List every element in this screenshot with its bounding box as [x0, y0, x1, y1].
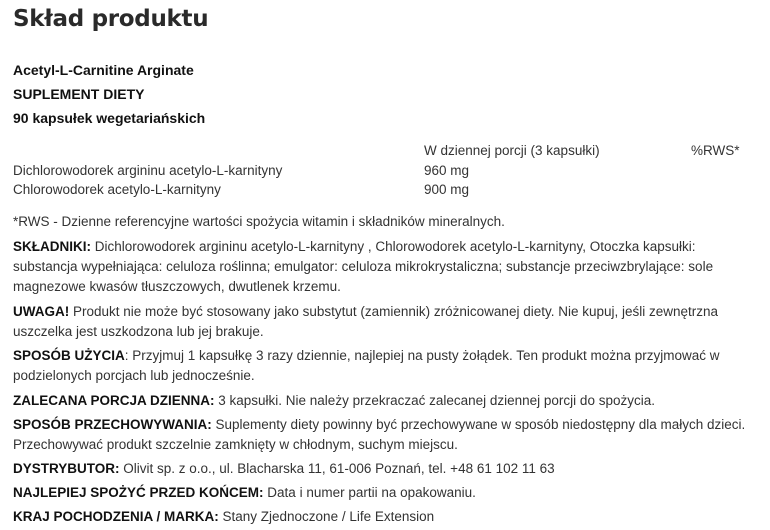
product-count: 90 kapsułek wegetariańskich: [13, 110, 206, 126]
ingredients-label: SKŁADNIKI:: [13, 239, 91, 254]
origin-label: KRAJ POCHODZENIA / MARKA:: [13, 509, 219, 524]
dose-text: 3 kapsułki. Nie należy przekraczać zalecanej dziennej porcji do spożycia.: [214, 393, 655, 408]
warning-label: UWAGA!: [13, 304, 70, 319]
page-title: Skład produktu: [13, 6, 209, 32]
dose-label: ZALECANA PORCJA DZIENNA:: [13, 393, 215, 408]
usage-text: : Przyjmuj 1 kapsułkę 3 razy dziennie, najlepiej na pusty żołądek. Ten produkt można przyjmować w podzielonych porcjach lub jednocześnie.: [13, 348, 720, 383]
best-before-section: [13, 483, 763, 503]
usage-label: SPOSÓB UŻYCIA: [13, 348, 125, 363]
distributor-text: Olivit sp. z o.o., ul. Blacharska 11, 61-006 Poznań, tel. +48 61 102 11 63: [119, 461, 555, 476]
warning-section: [13, 302, 763, 342]
best-before-label: NAJLEPIEJ SPOŻYĆ PRZED KOŃCEM:: [13, 485, 264, 500]
storage-section: [13, 415, 763, 455]
portion-header: W dziennej porcji (3 kapsułki): [424, 143, 600, 158]
ingredients-section: [13, 237, 763, 297]
product-type: SUPLEMENT DIETY: [13, 86, 145, 102]
nutrient-name-1: Dichlorowodorek argininu acetylo-L-karnityny: [13, 163, 283, 178]
best-before-text: Data i numer partii na opakowaniu.: [263, 485, 476, 500]
origin-section: [13, 507, 763, 527]
ingredients-text: Dichlorowodorek argininu acetylo-L-karnityny , Chlorowodorek acetylo-L-karnityny, Otoczka kapsułki: substancja wypełniająca: celuloza roślinna; emulgator: celuloza mikrokrystaliczna; substancje przeciwzbrylające: sole magnezowe kwasów tłuszczowych, dwutlenek krzemu.: [13, 239, 714, 294]
nutrient-name-2: Chlorowodorek acetylo-L-karnityny: [13, 182, 221, 197]
usage-section: [13, 346, 763, 386]
origin-text: Stany Zjednoczone / Life Extension: [218, 509, 435, 524]
rws-header: %RWS*: [691, 143, 740, 158]
nutrient-amount-2: 900 mg: [424, 182, 470, 197]
rws-footnote: *RWS - Dzienne referencyjne wartości spożycia witamin i składników mineralnych.: [13, 214, 505, 229]
storage-label: SPOSÓB PRZECHOWYWANIA:: [13, 417, 212, 432]
nutrient-amount-1: 960 mg: [424, 163, 470, 178]
product-name: Acetyl-L-Carnitine Arginate: [13, 62, 194, 78]
distributor-label: DYSTRYBUTOR:: [13, 461, 120, 476]
warning-text: Produkt nie może być stosowany jako substytut (zamiennik) zróżnicowanej diety. Nie kupuj, jeśli zewnętrzna uszczelka jest uszkodzona lub jej brakuje.: [13, 304, 719, 339]
storage-text: Suplementy diety powinny być przechowywane w sposób niedostępny dla małych dzieci. Przechowywać produkt szczelnie zamknięty w chłodnym, suchym miejscu.: [13, 417, 746, 452]
dose-section: [13, 391, 763, 411]
distributor-section: [13, 459, 763, 479]
